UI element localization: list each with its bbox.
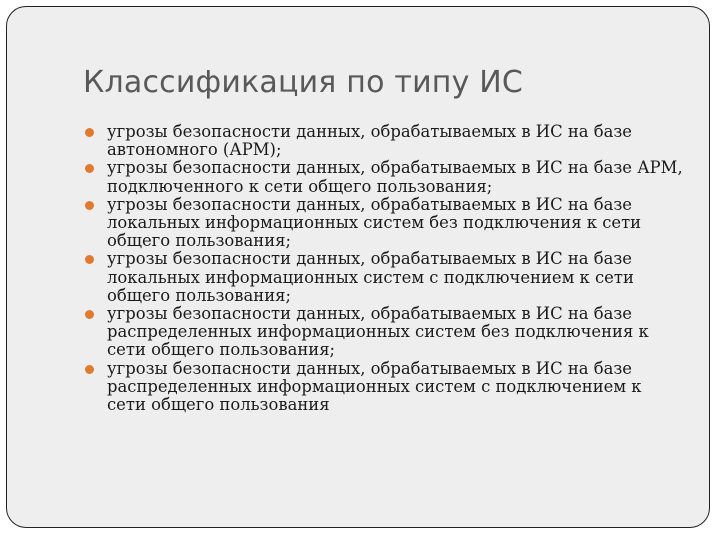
bullet-text: угрозы безопасности данных, обрабатываемых в ИС на базе автономного (АРМ); bbox=[107, 122, 633, 160]
bullet-item bbox=[85, 360, 685, 415]
bullet-text: угрозы безопасности данных, обрабатываемых в ИС на базе распределенных информационных систем без подключения к сети общего пользования; bbox=[107, 304, 649, 360]
bullet-text: угрозы безопасности данных, обрабатываемых в ИС на базе локальных информационных систем с подключением к сети общего пользования; bbox=[107, 249, 634, 305]
bullet-item bbox=[85, 123, 685, 159]
slide-title: Классификация по типу ИС bbox=[83, 65, 524, 100]
bullet-dot-icon bbox=[85, 255, 94, 264]
bullet-list bbox=[85, 123, 685, 414]
bullet-item bbox=[85, 159, 685, 195]
bullet-dot-icon bbox=[85, 365, 94, 374]
bullet-dot-icon bbox=[85, 128, 94, 137]
bullet-dot-icon bbox=[85, 164, 94, 173]
bullet-text: угрозы безопасности данных, обрабатываемых в ИС на базе распределенных информационных систем с подключением к сети общего пользования bbox=[107, 358, 642, 415]
bullet-item bbox=[85, 250, 685, 305]
bullet-item bbox=[85, 196, 685, 251]
bullet-text: угрозы безопасности данных, обрабатываемых в ИС на базе АРМ, подключенного к сети общего пользования; bbox=[107, 158, 683, 196]
slide bbox=[6, 6, 710, 528]
bullet-item bbox=[85, 305, 685, 360]
bullet-dot-icon bbox=[85, 310, 94, 319]
bullet-dot-icon bbox=[85, 201, 94, 210]
bullet-text: угрозы безопасности данных, обрабатываемых в ИС на базе локальных информационных систем без подключения к сети общего пользования; bbox=[107, 194, 642, 251]
